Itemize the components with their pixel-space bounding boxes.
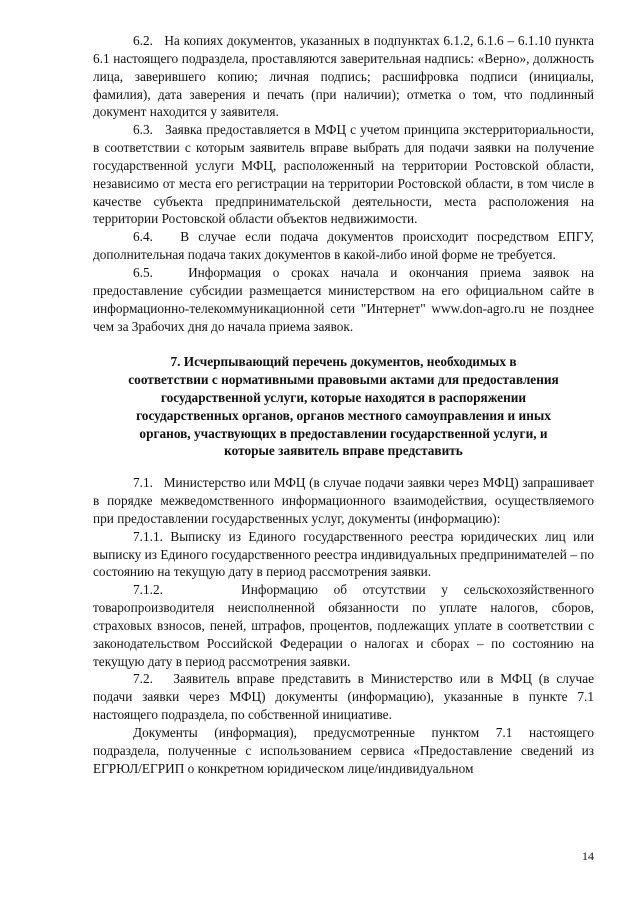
section-7-heading	[101, 353, 586, 460]
heading-line: соответствии с нормативными правовыми актами для предоставления	[128, 372, 559, 388]
paragraph-7-1-2: 7.1.2. Информацию об отсутствии у сельскохозяйственного товаропроизводителя неисполненной обязанности по уплате налогов, сборов, страховых взносов, пеней, штрафов, процентов, подлежащих уплате в соответствии с законодательством Российской Федерации о налогах и сборах – по состоянию на текущую дату в период рассмотрения заявки.	[93, 582, 594, 669]
heading-line: органов, участвующих в предоставлении государственной услуги, и	[139, 425, 548, 441]
paragraph-6-3: 6.3. Заявка предоставляется в МФЦ с учетом принципа экстерриториальности, в соответствии с которым заявитель вправе выбрать для подачи заявки на получение государственной услуги МФЦ, расположенный на территории Ростовской области, независимо от места его регистрации на территории Ростовской области, в том числе в качестве субъекта предпринимательской деятельности, места расположения на территории Ростовской области объектов недвижимости.	[93, 122, 594, 227]
paragraph-documents-info: Документы (информация), предусмотренные пунктом 7.1 настоящего подраздела, полученные с использованием сервиса «Предоставление сведений из ЕГРЮЛ/ЕГРИП о конкретном юридическом лице/индивидуальном	[93, 724, 594, 776]
paragraph-7-1-1: 7.1.1. Выписку из Единого государственного реестра юридических лиц или выписку из Единого государственного реестра индивидуальных предпринимателей – по состоянию на текущую дату в период рассмотрения заявки.	[93, 528, 594, 580]
paragraph-7-1: 7.1. Министерство или МФЦ (в случае подачи заявки через МФЦ) запрашивает в порядке межведомственного информационного взаимодействия, осуществляемого при предоставлении государственных услуг, документы (информацию):	[93, 475, 594, 526]
heading-line: государственной услуги, которые находятся в распоряжении	[160, 389, 527, 405]
paragraph-6-4: 6.4. В случае если подача документов происходит посредством ЕПГУ, дополнительная подача таких документов в какой-либо иной форме не требуется.	[93, 229, 594, 263]
page-number: 14	[582, 849, 594, 863]
paragraph-6-5: 6.5. Информация о сроках начала и окончания приема заявок на предоставление субсидии размещается министерством на его официальном сайте в информационно-телекоммуникационной сети "Интернет" www.don-agro.ru не позднее чем за 3рабочих дня до начала приема заявок.	[93, 264, 594, 334]
document-body	[93, 32, 594, 777]
paragraph-7-2: 7.2. Заявитель вправе представить в Министерство или в МФЦ (в случае подачи заявки через МФЦ) документы (информацию), указанные в пункте 7.1 настоящего подраздела, по собственной инициативе.	[93, 671, 594, 723]
heading-line: государственных органов, органов местного самоуправления и иных	[136, 407, 551, 423]
paragraph-6-2: 6.2. На копиях документов, указанных в подпунктах 6.1.2, 6.1.6 – 6.1.10 пункта 6.1 настоящего подраздела, проставляются заверительная надпись: «Верно», должность лица, заверившего копию; личная подпись; расшифровка подписи (инициалы, фамилия), дата заверения и печать (при наличии); отметка о том, что подлинный документ находится у заявителя.	[93, 33, 594, 120]
heading-line: 7. Исчерпывающий перечень документов, необходимых в	[170, 354, 517, 370]
heading-line: которые заявитель вправе представить	[224, 443, 463, 459]
